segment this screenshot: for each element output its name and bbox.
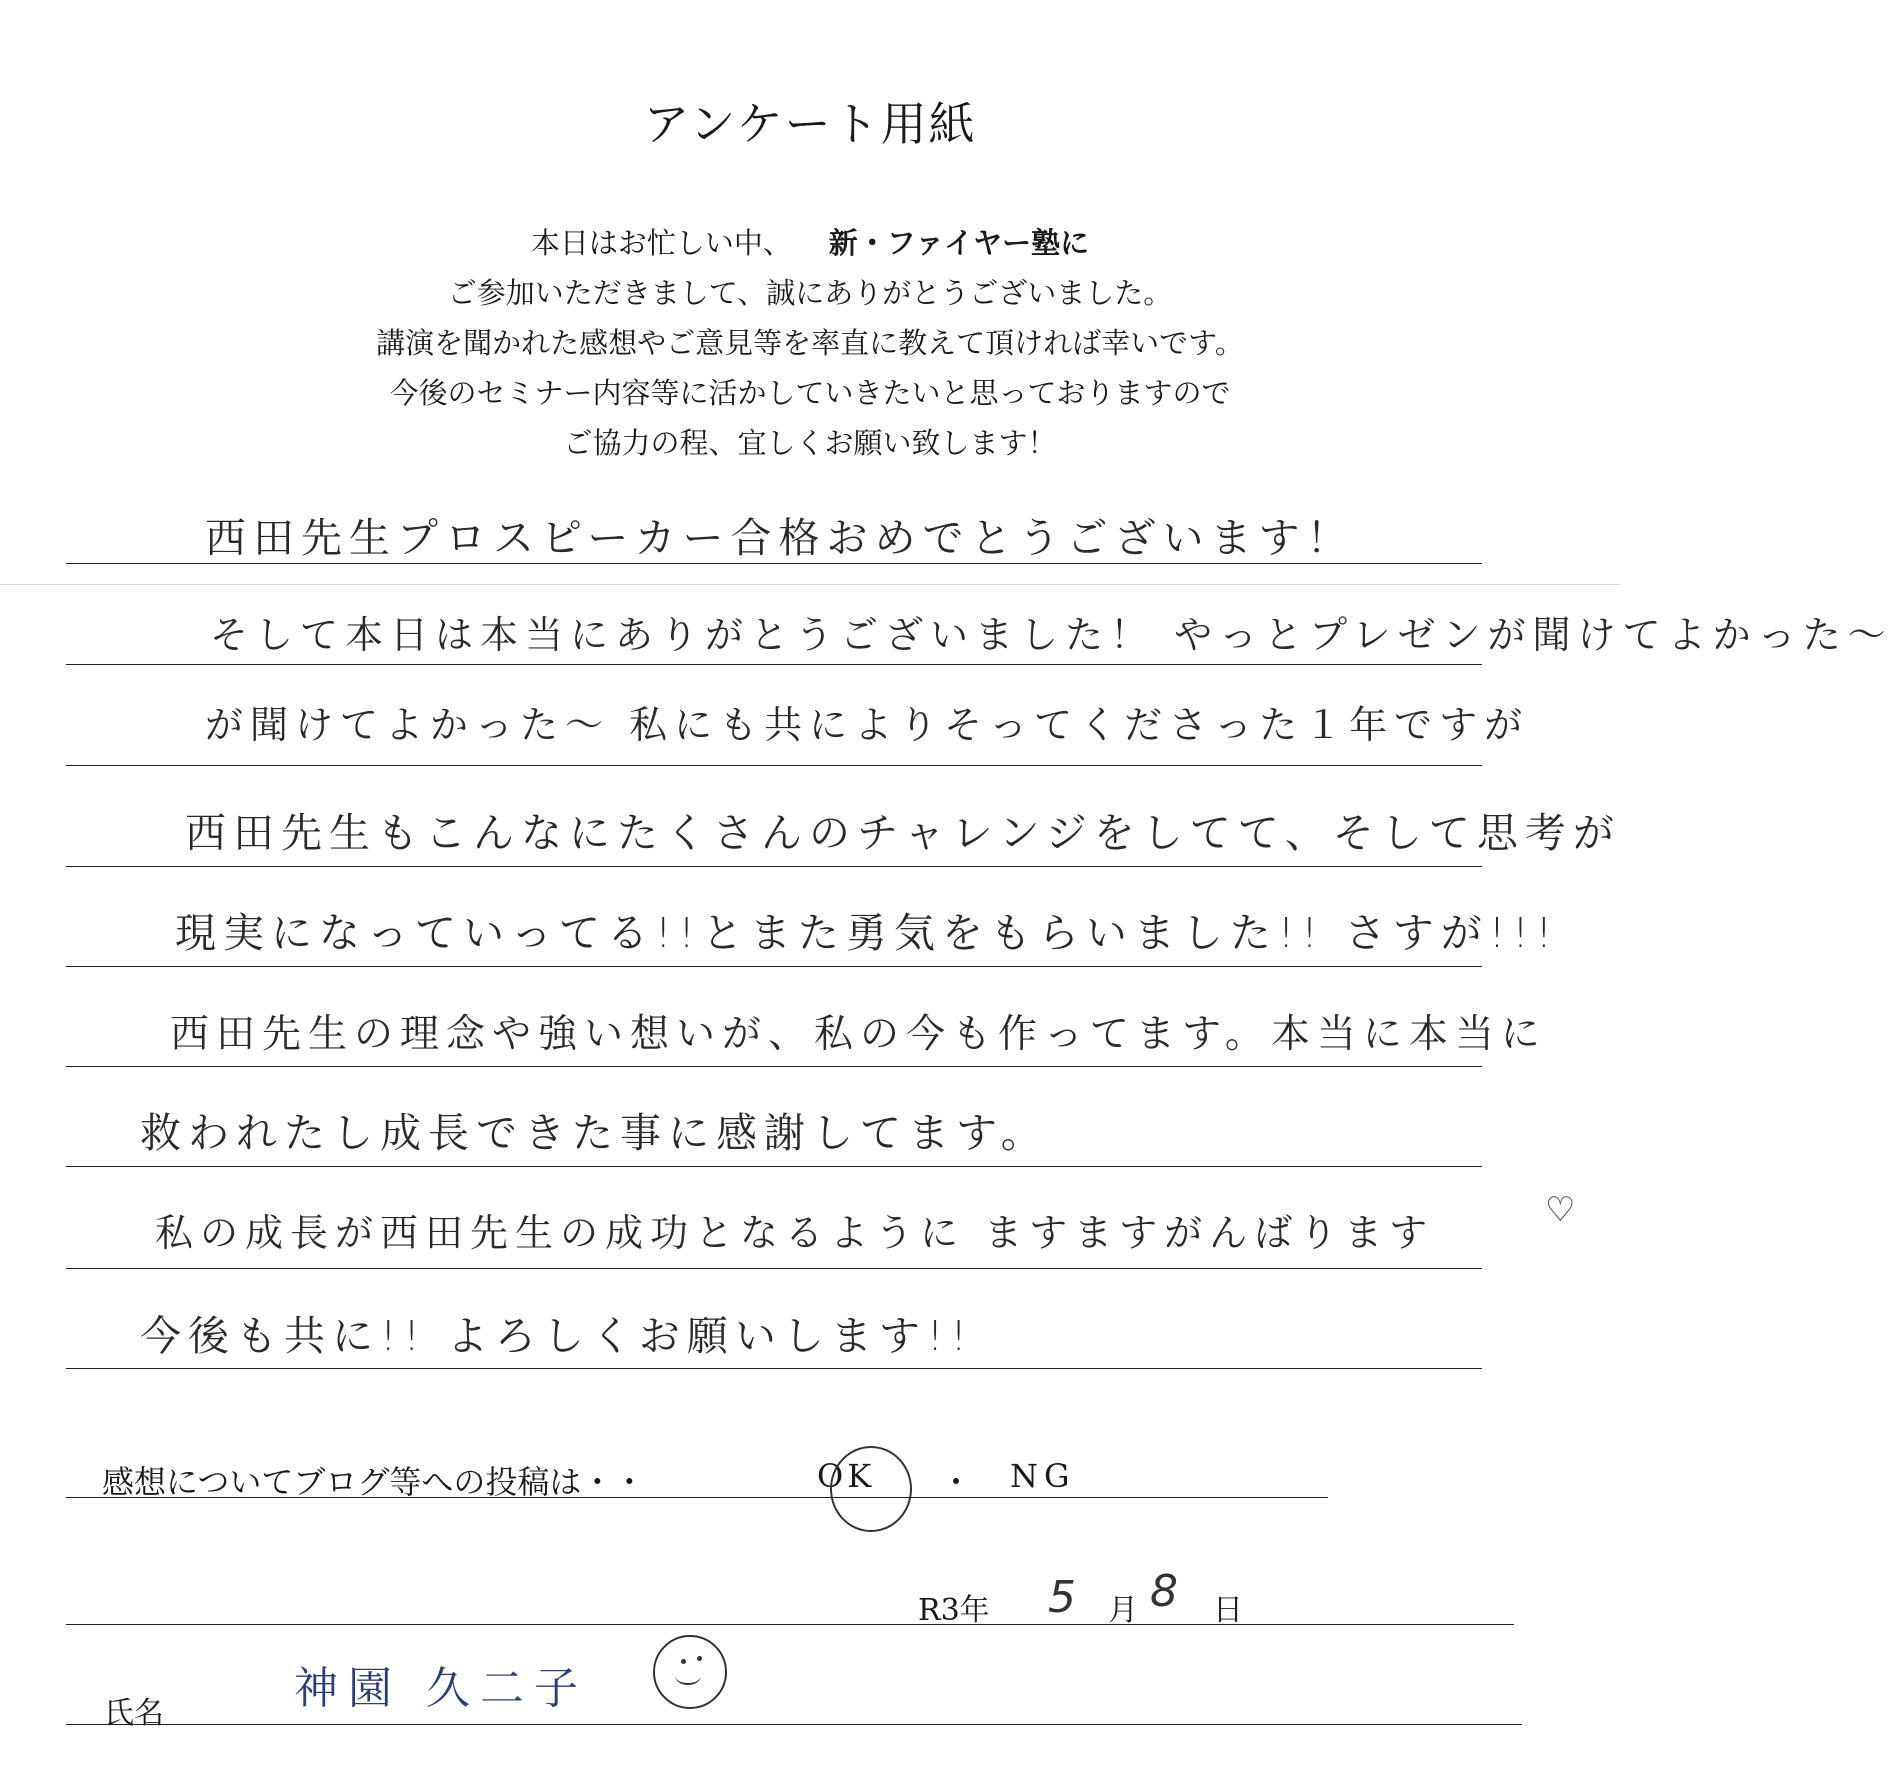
- rule-line: [66, 1066, 1482, 1067]
- event-name: 新・ファイヤー塾: [828, 226, 1061, 260]
- intro-line-5: ご協力の程、宜しくお願い致します！: [563, 426, 1057, 460]
- blog-ng-option: NG: [1010, 1457, 1076, 1495]
- date-day-value: 8: [1150, 1566, 1178, 1617]
- scan-divider: [0, 584, 1620, 585]
- intro-line-1: [0, 218, 1620, 268]
- comment-line-1: 西田先生プロスピーカー合格おめでとうございます！: [205, 514, 1355, 562]
- form-title: アンケート用紙: [643, 97, 977, 151]
- rule-line: [66, 966, 1482, 967]
- date-era: R3年: [918, 1593, 990, 1628]
- rule-line: [66, 1724, 1522, 1725]
- comment-line-7: 救われたし成長できた事に感謝してます。: [140, 1109, 1049, 1157]
- blog-permission-label: 感想についてブログ等への投稿は・・: [102, 1463, 646, 1501]
- intro-line-4: 今後のセミナー内容等に活かしていきたいと思っておりますので: [389, 376, 1231, 410]
- comment-line-8: 私の成長が西田先生の成功となるように ますますがんばります: [155, 1211, 1435, 1255]
- intro-text: [0, 218, 1620, 468]
- ok-selected-circle: [830, 1446, 912, 1532]
- rule-line: [66, 1368, 1482, 1369]
- rule-line: [66, 1624, 1514, 1625]
- rule-line: [66, 765, 1482, 766]
- intro-line-3: 講演を聞かれた感想やご意見等を率直に教えて頂ければ幸いです。: [376, 326, 1244, 360]
- rule-line: [66, 1497, 1328, 1498]
- intro-line-2: ご参加いただきまして、誠にありがとうございました。: [447, 276, 1173, 310]
- comment-line-3: が聞けてよかった～ 私にも共によりそってくださった１年ですが: [205, 703, 1530, 747]
- date-month-label: 月: [1108, 1593, 1138, 1628]
- rule-line: [66, 1166, 1482, 1167]
- intro-line-1-end: に: [1060, 226, 1090, 260]
- comment-line-2: そして本日は本当にありがとうございました！ やっとプレゼンが聞けてよかった～: [210, 613, 1893, 657]
- comment-line-9: 今後も共に!! よろしくお願いします!!: [140, 1312, 974, 1360]
- rule-line: [66, 664, 1482, 665]
- date-day-label: 日: [1213, 1593, 1243, 1628]
- rule-line: [66, 1268, 1482, 1269]
- name-label: 氏名: [104, 1696, 164, 1731]
- name-value: 神園 久二子: [294, 1663, 588, 1714]
- smiley-icon: [653, 1635, 727, 1709]
- intro-line-1-start: 本日はお忙しい中、: [530, 226, 792, 260]
- comment-line-6: 西田先生の理念や強い想いが、私の今も作ってます。本当に本当に: [170, 1012, 1547, 1057]
- date-month-value: 5: [1048, 1572, 1076, 1623]
- rule-line: [66, 866, 1482, 867]
- blog-ok-option: OK: [817, 1457, 876, 1495]
- comment-line-4: 西田先生もこんなにたくさんのチャレンジをしてて、そして思考が: [185, 809, 1621, 857]
- blog-option-separator: ・: [940, 1463, 973, 1501]
- comment-line-5: 現実になっていってる!!とまた勇気をもらいました!! さすが!!!: [175, 909, 1560, 957]
- heart-icon: ♡: [1545, 1190, 1576, 1230]
